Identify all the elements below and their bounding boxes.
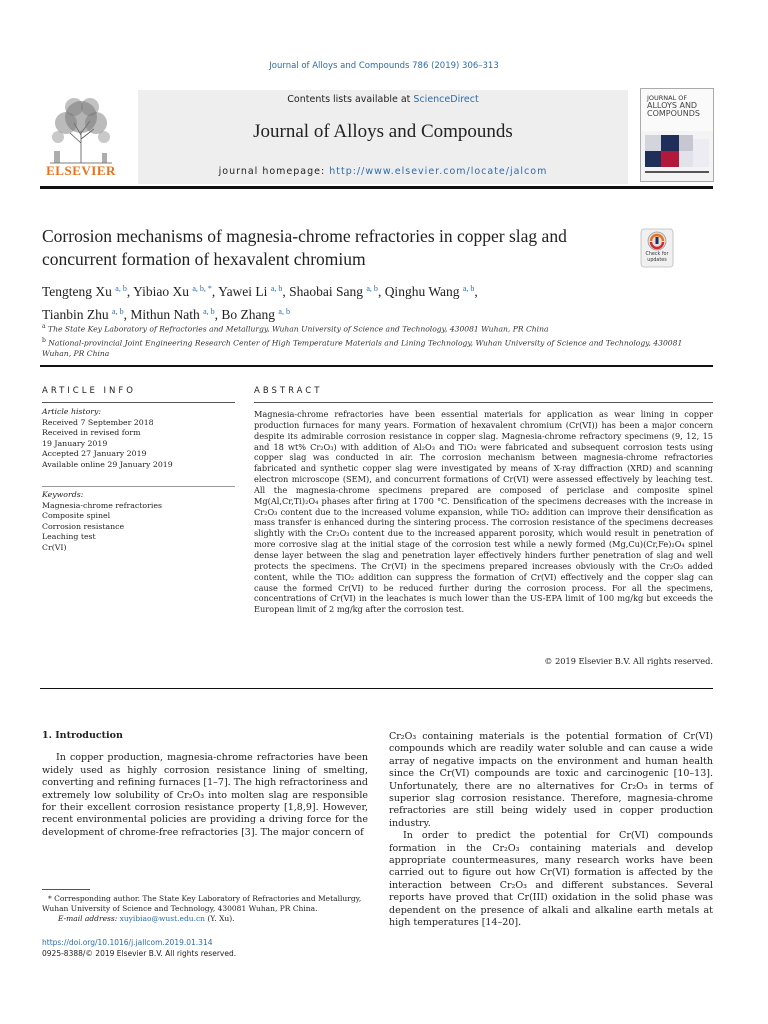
keyword-item: Magnesia-chrome refractories bbox=[42, 500, 162, 510]
issn-line: 0925-8388/© 2019 Elsevier B.V. All rights reserved. bbox=[42, 949, 237, 958]
check-for-updates-badge[interactable] bbox=[640, 228, 674, 268]
author-name[interactable]: Bo Zhang bbox=[221, 306, 276, 322]
author-name[interactable]: Shaobai Sang bbox=[289, 284, 363, 299]
history-item: Accepted 27 January 2019 bbox=[42, 449, 147, 458]
article-info-heading: ARTICLE INFO bbox=[42, 386, 136, 396]
author-affiliation-marks[interactable]: a, b bbox=[203, 306, 215, 316]
author-affiliation-marks[interactable]: a, b bbox=[112, 306, 124, 316]
section-heading-introduction: 1. Introduction bbox=[42, 730, 123, 741]
journal-citation-link[interactable]: Journal of Alloys and Compounds 786 (2019) 306–313 bbox=[269, 61, 499, 71]
elsevier-wordmark: ELSEVIER bbox=[46, 163, 116, 178]
keywords-label: Keywords: bbox=[42, 490, 84, 499]
body-paragraph: Cr₂O₃ containing materials is the potential formation of Cr(VI) compounds which are readily water soluble and can cause a wide array of negative impacts on the environment and human health since the Cr(VI) compounds are toxic and carcinogenic [10–13]. Unfortunately, there are no alternatives for Cr₂O₃ in terms of superior slag corrosion resistance. Therefore, magnesia-chrome refractories are still being widely used in copper production industry. bbox=[389, 731, 713, 829]
author-affiliation-marks[interactable]: a, b, * bbox=[192, 284, 212, 293]
author-name[interactable]: Qinghu Wang bbox=[384, 284, 460, 299]
body-paragraph: In copper production, magnesia-chrome refractories have been widely used as highly corrosion resistance lining of smelting, converting and refining furnaces [1–7]. The high refractoriness and extremely low solubility of Cr₂O₃ into molten slag are responsible for their excellent corrosion resistance property [1,8,9]. However, recent environmental policies are providing a driving force for the development of chrome-free refractories [3]. The major concern of bbox=[42, 752, 368, 838]
affiliation-b: $^b$ National-provincial Joint Engineering Research Center of High Temperature Materials and Lining Technology, Wuhan University of Science and Technology, 430081 Wuhan, PR China bbox=[42, 336, 683, 359]
abstract-copyright: © 2019 Elsevier B.V. All rights reserved. bbox=[544, 656, 713, 666]
title-rule bbox=[40, 365, 713, 367]
article-info-rule bbox=[42, 402, 235, 403]
corresponding-author-footnote bbox=[42, 894, 372, 925]
author-name[interactable]: Yawei Li bbox=[218, 284, 268, 299]
abstract-bottom-rule bbox=[40, 688, 713, 689]
body-right-column bbox=[389, 731, 713, 930]
history-item: Received in revised form bbox=[42, 428, 141, 437]
author-affiliation-marks[interactable]: a, b bbox=[278, 306, 290, 316]
history-item: Received 7 September 2018 bbox=[42, 417, 154, 427]
author-name[interactable]: Yibiao Xu bbox=[133, 284, 189, 299]
author-name[interactable]: Mithun Nath bbox=[130, 306, 200, 322]
article-history bbox=[42, 407, 232, 470]
journal-title: Journal of Alloys and Compounds bbox=[253, 121, 513, 142]
body-left-column bbox=[42, 730, 368, 839]
keyword-item: Leaching test bbox=[42, 532, 96, 541]
author-list: Tengteng Xu $^{a, b}$, Yibiao Xu $^{a, b, *}$, Yawei Li $^{a, b}$, Shaobai Sang $^{a, b}$, Qinghu Wang $^{a, b}$, Tianbin Zhu $^{a, b}$, Mithun Nath $^{a, b}$, Bo Zhang $^{a, b}$ bbox=[42, 284, 478, 322]
author-name[interactable]: Tianbin Zhu bbox=[42, 306, 109, 322]
footnote-text: * Corresponding author. The State Key Laboratory of Refractories and Metallurgy, Wuhan University of Science and Technology, 430081 Wuhan, PR China. bbox=[42, 894, 362, 914]
paper-title: Corrosion mechanisms of magnesia-chrome refractories in copper slag and concurrent formation of hexavalent chromium bbox=[42, 226, 567, 269]
cover-artwork bbox=[641, 131, 713, 181]
affiliation-a: $^a$ The State Key Laboratory of Refractories and Metallurgy, Wuhan University of Science and Technology, 430081 Wuhan, PR China bbox=[42, 323, 549, 334]
body-paragraph: In order to predict the potential for Cr(VI) compounds formation in the Cr₂O₃ containing materials and develop appropriate countermeasures, many research works have been carried out to figure out how Cr(VI) formation is affected by the interaction between Cr₂O₃ and different substances. Several reports have proved that Cr(III) oxidation in the solid phase was dependent on the presence of alkali and alkaline earth metals at high temperatures [14–20]. bbox=[389, 830, 713, 929]
keyword-item: Corrosion resistance bbox=[42, 521, 125, 531]
check-for-updates-label: Check for updates bbox=[645, 252, 669, 263]
email-line: E-mail address: xuyibiao@wust.edu.cn (Y. Xu). bbox=[58, 914, 235, 924]
doi-block bbox=[42, 937, 372, 959]
sciencedirect-link[interactable]: ScienceDirect bbox=[413, 94, 479, 105]
contents-available-line: Contents lists available at ScienceDirect bbox=[287, 94, 479, 105]
history-label: Article history: bbox=[42, 407, 102, 416]
cover-title: JOURNAL OF ALLOYS AND COMPOUNDS bbox=[647, 94, 700, 118]
keywords-rule bbox=[42, 486, 235, 487]
author-affiliation-marks[interactable]: a, b bbox=[462, 284, 475, 293]
doi-link[interactable]: https://doi.org/10.1016/j.jallcom.2019.01.314 bbox=[42, 938, 213, 947]
abstract-heading: ABSTRACT bbox=[254, 386, 323, 396]
journal-homepage-line: journal homepage: http://www.elsevier.com/locate/jalcom bbox=[218, 166, 548, 177]
author-affiliation-marks[interactable]: a, b bbox=[366, 284, 378, 293]
keywords bbox=[42, 490, 232, 553]
history-item: 19 January 2019 bbox=[42, 438, 108, 448]
homepage-link[interactable]: http://www.elsevier.com/locate/jalcom bbox=[329, 166, 548, 177]
email-link[interactable]: xuyibiao@wust.edu.cn bbox=[119, 914, 205, 924]
author-name[interactable]: Tengteng Xu bbox=[42, 284, 112, 299]
keyword-item: Cr(VI) bbox=[42, 542, 67, 552]
journal-cover-thumbnail[interactable] bbox=[640, 88, 714, 182]
keyword-item: Composite spinel bbox=[42, 511, 111, 520]
footnote-rule bbox=[42, 889, 90, 890]
author-affiliation-marks[interactable]: a, b bbox=[270, 284, 283, 293]
abstract-rule bbox=[254, 402, 713, 403]
header-rule bbox=[40, 186, 713, 189]
abstract-text: Magnesia-chrome refractories have been essential materials for application as wear lining in copper production furnaces for many years. Formation of hexavalent chromium (Cr(VI)) has been a major concern despite its admirable corrosion resistance in copper slag. Magnesia-chrome refractory specimens (9, 12, 15 and 18 wt% Cr₂O₃) with addition of Al₂O₃ and TiO₂ were fabricated and subsequent corrosion tests using copper slag was conducted in air. The corrosion mechanism between magnesia-chrome refractories fabricated and synthetic copper slag were investigated by means of X-ray diffraction (XRD) and scanning electron microscope (SEM), and concurrent formations of Cr(VI) were assessed effectively by leaching test. All the magnesia-chrome specimens prepared are composed of periclase and composite spinel Mg(Al,Cr,Ti)₂O₄ phases after firing at 1700 °C. Densification of the specimens decreases with the increase in Cr₂O₃ content due to the increased volume expansion, while TiO₂ addition can improve their densification as mass transfer is enhanced during the sintering process. The corrosion resistance of the specimens decreases slightly with the Cr₂O₃ content due to the increased apparent porosity, which would result in penetration of more corrosive slag at the initial stage of the corrosion test while a newly formed (Mg,Cu)(Cr,Fe)₂O₄ spinel dense layer between the slag and penetration layer effectively hinders further penetration of slag and well protects the specimens. The Cr(VI) in the specimens prepared increases obviously with the Cr₂O₃ added content, while the TiO₂ addition can suppress the formation of Cr(VI) effectively and the copper slag can cause the formed Cr(VI) to be reduced further during the corrosion process. For all the specimens, concentrations of Cr(VI) in the leachates is much lower than the US-EPA limit of 100 mg/kg but exceeds the European limit of 2 mg/kg after the corrosion test. bbox=[254, 409, 713, 615]
author-affiliation-marks[interactable]: a, b bbox=[115, 284, 127, 293]
affiliations bbox=[42, 321, 702, 359]
history-item: Available online 29 January 2019 bbox=[42, 459, 173, 469]
